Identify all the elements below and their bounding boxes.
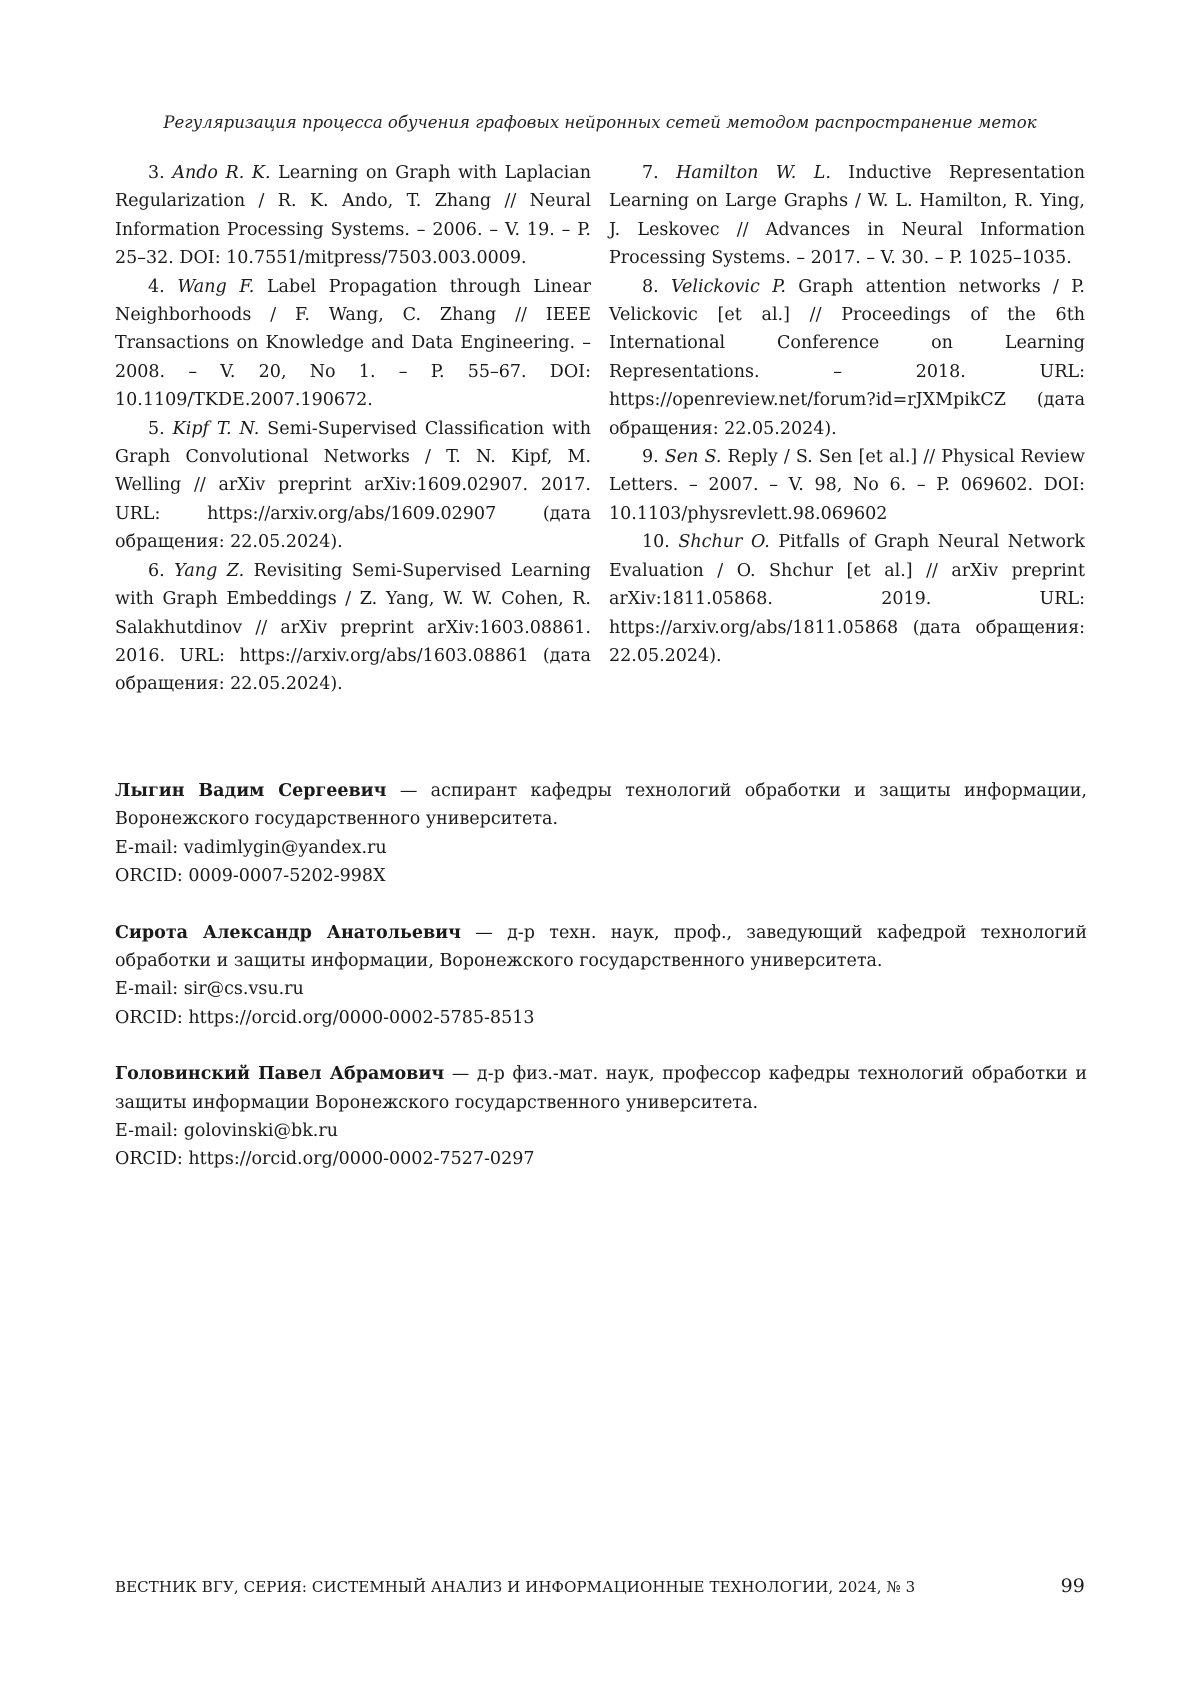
reference-text: Reply / S. Sen [et al.] // Physical Review Letters. – 2007. – V. 98, No 6. – P. 069602. DOI: 10.1103/physrevlett.98.069602 [609, 447, 1085, 524]
author-email: E-mail: vadimlygin@yandex.ru [115, 834, 1087, 862]
reference-text: Revisiting Semi-Supervised Learning with Graph Embeddings / Z. Yang, W. W. Cohen, R. Salakhutdinov // arXiv preprint arXiv:1603.08861. 2016. URL: https://arxiv.org/abs/1603.08861 (дата обращения: 22.05.2024). [115, 561, 591, 695]
reference-number: 5. [148, 419, 165, 439]
reference-number: 10. [642, 532, 670, 552]
author-description: — д-р техн. наук, проф., заведующий кафедрой технологий обработки и защиты информации, Воронежского государственного университета. [115, 923, 1087, 971]
reference-item [115, 273, 591, 415]
reference-item [609, 443, 1085, 528]
reference-author: Sen S. [665, 447, 722, 467]
reference-author: Shchur O. [678, 532, 769, 552]
reference-number: 6. [148, 561, 165, 581]
author-email: E-mail: sir@cs.vsu.ru [115, 975, 1087, 1003]
reference-text: Label Propagation through Linear Neighborhoods / F. Wang, C. Zhang // IEEE Transactions on Knowledge and Data Engineering. – 2008. – V. 20, No 1. – P. 55–67. DOI: 10.1109/TKDE.2007.190672. [115, 277, 591, 411]
reference-item [115, 415, 591, 557]
reference-number: 8. [642, 277, 659, 297]
author-name: Головинский Павел Абрамович [115, 1064, 444, 1084]
reference-author: Wang F. [177, 277, 254, 297]
reference-text: Pitfalls of Graph Neural Network Evaluation / O. Shchur [et al.] // arXiv preprint arXiv:1811.05868. 2019. URL: https://arxiv.org/abs/1811.05868 (дата обращения: 22.05.2024). [609, 532, 1085, 666]
references [115, 159, 1085, 699]
author-name: Сирота Александр Анатольевич [115, 923, 461, 943]
reference-item [115, 557, 591, 699]
author-orcid: ORCID: 0009-0007-5202-998X [115, 862, 1087, 890]
reference-number: 7. [642, 163, 659, 183]
reference-text: Inductive Representation Learning on Large Graphs / W. L. Hamilton, R. Ying, J. Leskovec // Advances in Neural Information Processing Systems. – 2017. – V. 30. – P. 1025–1035. [609, 163, 1085, 268]
author-bio [115, 919, 1087, 1033]
author-email: E-mail: golovinski@bk.ru [115, 1117, 1087, 1145]
reference-item [609, 273, 1085, 443]
reference-author: Kipf T. N. [173, 419, 260, 439]
references-right-column [609, 159, 1085, 699]
references-left-column [115, 159, 591, 699]
reference-author: Velickovic P. [671, 277, 786, 297]
reference-text: Graph attention networks / P. Velickovic [et al.] // Proceedings of the 6th International Conference on Learning Representations. – 2018. URL: https://openreview.net/forum?id=rJXMpikCZ (дата обращения: 22.05.2024). [609, 277, 1085, 439]
page-footer [115, 1575, 1085, 1597]
reference-item [115, 159, 591, 273]
reference-author: Hamilton W. L. [676, 163, 831, 183]
running-head: Регуляризация процесса обучения графовых нейронных сетей методом распространение меток [0, 113, 1200, 132]
reference-author: Yang Z. [174, 561, 244, 581]
reference-item [609, 159, 1085, 273]
journal-title: ВЕСТНИК ВГУ, СЕРИЯ: СИСТЕМНЫЙ АНАЛИЗ И ИНФОРМАЦИОННЫЕ ТЕХНОЛОГИИ, 2024, № 3 [115, 1578, 915, 1596]
author-name: Лыгин Вадим Сергеевич [115, 781, 386, 801]
page-number: 99 [1061, 1575, 1085, 1597]
author-description: — аспирант кафедры технологий обработки и защиты информации, Воронежского государственного университета. [115, 781, 1087, 829]
reference-number: 3. [148, 163, 165, 183]
reference-item [609, 528, 1085, 670]
reference-author: Ando R. K. [172, 163, 270, 183]
author-orcid: ORCID: https://orcid.org/0000-0002-5785-8513 [115, 1004, 1087, 1032]
reference-number: 4. [148, 277, 165, 297]
author-bios [115, 777, 1087, 1202]
author-orcid: ORCID: https://orcid.org/0000-0002-7527-0297 [115, 1145, 1087, 1173]
reference-number: 9. [642, 447, 659, 467]
reference-text: Learning on Graph with Laplacian Regularization / R. K. Ando, T. Zhang // Neural Information Processing Systems. – 2006. – V. 19. – P. 25–32. DOI: 10.7551/mitpress/7503.003.0009. [115, 163, 591, 268]
author-description: — д-р физ.-мат. наук, профессор кафедры технологий обработки и защиты информации Воронежского государственного университета. [115, 1064, 1087, 1112]
author-bio [115, 777, 1087, 891]
author-bio [115, 1060, 1087, 1174]
reference-text: Semi-Supervised Classification with Graph Convolutional Networks / T. N. Kipf, M. Welling // arXiv preprint arXiv:1609.02907. 2017. URL: https://arxiv.org/abs/1609.02907 (дата обращения: 22.05.2024). [115, 419, 591, 553]
